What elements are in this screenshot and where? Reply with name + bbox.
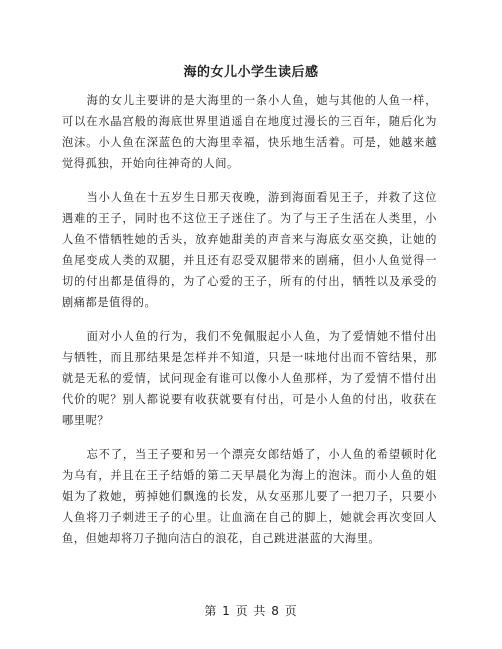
paragraph: 忘不了，当王子要和另一个漂亮女郎结婚了，小人鱼的希望顿时化为乌有，并且在王子结婚的第二天早晨化为海上的泡沫。而小人鱼的姐姐为了救她，剪掉她们飘逸的长发，从女巫那儿要了一把刀子，只要小人鱼将刀子刺进王子的心里。让血滴在自己的脚上，她就会再次变回人鱼，但她却将刀子抛向洁白的浪花，自己跳进湛蓝的大海里。 xyxy=(62,448,437,545)
page-number-footer: 第 1 页 共 8 页 xyxy=(204,604,298,618)
paragraph: 面对小人鱼的行为，我们不免佩服起小人鱼，为了爱情她不惜付出与牺牲，而且那结果是怎样并不知道，只是一味地付出而不管结果，那就是无私的爱情，试问现金有谁可以像小人鱼那样，为了爱情不惜付出代价的呢？别人都说要有收获就要有付出，可是小人鱼的付出，收获在哪里呢？ xyxy=(62,330,437,427)
document-title: 海的女儿小学生读后感 xyxy=(183,65,319,80)
paragraph: 当小人鱼在十五岁生日那天夜晚，游到海面看见王子，并救了这位遇难的王子，同时也不这位王子迷住了。为了与王子生活在人类里，小人鱼不惜牺牲她的舌头，放弃她甜美的声音来与海底女巫交换，让她的鱼尾变成人类的双腿，并且还有忍受双腿带来的剧痛，但小人鱼觉得一切的付出都是值得的，为了心爱的王子，所有的付出，牺牲以及承受的剧痛都是值得的。 xyxy=(62,191,437,309)
paragraph: 海的女儿主要讲的是大海里的一条小人鱼，她与其他的人鱼一样，可以在水晶宫般的海底世界里逍遥自在地度过漫长的三百年，随后化为泡沫。小人鱼在深蓝色的大海里幸福，快乐地生活着。可是，她越来越觉得孤独，开始向往神奇的人间。 xyxy=(62,94,437,170)
document-body xyxy=(62,90,437,562)
